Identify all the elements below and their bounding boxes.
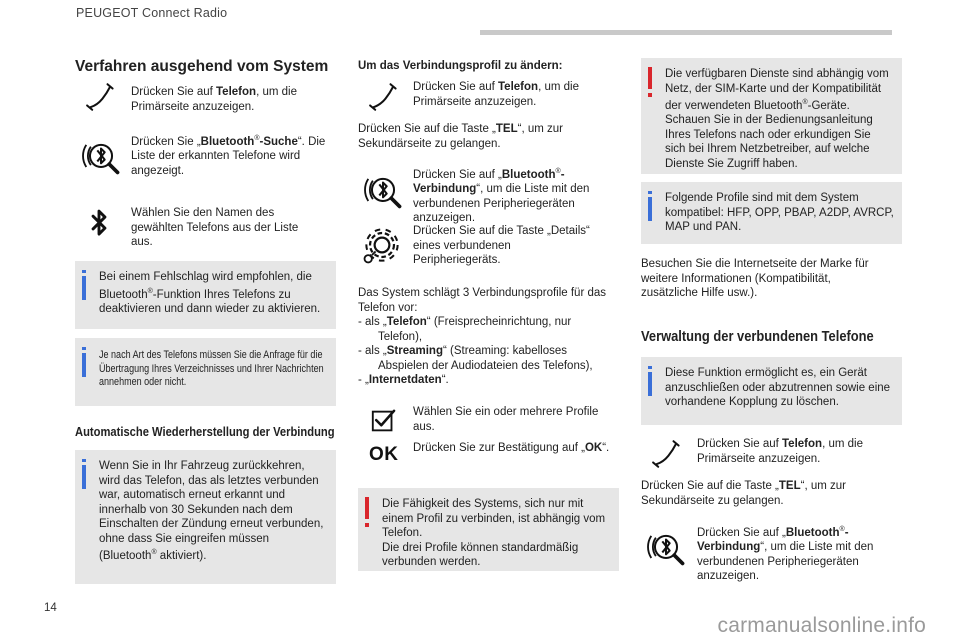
warning-marker-icon: [365, 497, 369, 527]
list-item: - „Internetdaten“.: [358, 374, 449, 386]
header-bar: [480, 30, 892, 35]
section-title-manage-phones: Verwaltung der verbundenen Telefone: [641, 328, 874, 345]
tip-note-auto-reconnect: Wenn Sie in Ihr Fahrzeug zurückkehren, wird das Telefon, das als letztes verbunden war, automatisch erneut erkannt und innerhalb von 30 Sekunden nach dem Einschalten der Zündung erneut verbunden, ohne dass Sie eingreifen müssen (Bluetooth® aktiviert).: [75, 450, 336, 584]
step-press-telefon: Drücken Sie auf Telefon, um die Primärseite anzuzeigen.: [413, 81, 579, 108]
section-title-system: Verfahren ausgehend vom System: [75, 58, 329, 75]
ok-icon: OK: [369, 444, 399, 465]
step-bluetooth-connection: Drücken Sie auf „Bluetooth®-Verbindung“, um die Liste mit den verbundenen Peripheriegeräten anzuzeigen.: [413, 168, 590, 225]
section-title-change-profile: Um das Verbindungsprofil zu ändern:: [358, 60, 563, 72]
tip-note-transfer: Je nach Art des Telefons müssen Sie die Anfrage für die Übertragung Ihres Verzeichnisses und Ihrer Nachrichten annehmen oder nicht.: [75, 338, 336, 406]
tip-marker-icon: [82, 347, 86, 377]
tip-marker-icon: [648, 191, 652, 221]
profile-list: - als „Telefon“ (Freisprecheinrichtung, nur Telefon), - als „Streaming“ (Streaming: kabelloses Abspielen der Audiodateien des Telefons), - „Internetdaten“.: [358, 315, 618, 388]
tip-marker-icon: [82, 459, 86, 489]
bluetooth-icon: [82, 206, 116, 240]
step-select-profiles: Wählen Sie ein oder mehrere Profile aus.: [413, 406, 599, 433]
paragraph-press-tel: Drücken Sie auf die Taste „TEL“, um zur Sekundärseite zu gelangen.: [641, 480, 846, 507]
step-confirm-ok: Drücken Sie zur Bestätigung auf „OK“.: [413, 442, 610, 454]
bluetooth-connection-icon: [360, 166, 406, 212]
list-item: - als „Telefon“ (Freisprecheinrichtung, nur: [358, 316, 572, 328]
warning-note-services: Die verfügbaren Dienste sind abhängig vom Netz, der SIM-Karte und der Kompatibilität der verwendeten Bluetooth®-Geräte. Schauen Sie in der Bedienungsanleitung Ihres Telefons nach oder erkundigen Sie sich bei Ihrem Netzbetreiber, auf welche Dienste Sie Zugriff haben.: [641, 58, 902, 174]
paragraph-website: Besuchen Sie die Internetseite der Marke für weitere Informationen (Kompatibilität, zusätzliche Hilfe usw.).: [641, 258, 869, 299]
gear-details-icon: [359, 222, 405, 268]
tip-note-profiles-compatible: Folgende Profile sind mit dem System kompatibel: HFP, OPP, PBAP, A2DP, AVRCP, MAP und PAN.: [641, 182, 902, 244]
tip-marker-icon: [82, 270, 86, 300]
phone-icon: [365, 80, 399, 114]
list-item: - als „Streaming“ (Streaming: kabelloses: [358, 345, 567, 357]
section-title-auto-reconnect: Automatische Wiederherstellung der Verbindung: [75, 424, 335, 439]
step-bluetooth-search: Drücken Sie „Bluetooth®-Suche“. Die Liste der erkannten Telefone wird angezeigt.: [131, 135, 326, 177]
step-press-telefon: Drücken Sie auf Telefon, um die Primärseite anzuzeigen.: [131, 86, 297, 113]
step-select-phone: Wählen Sie den Namen des gewählten Telefons aus der Liste aus.: [131, 207, 299, 248]
tip-note-manage: Diese Funktion ermöglicht es, ein Gerät anzuschließen oder abzutrennen sowie eine vorhandene Kopplung zu löschen.: [641, 357, 902, 425]
checkbox-check-icon: [366, 404, 400, 438]
watermark: carmanualsonline.info: [717, 614, 926, 637]
phone-icon: [648, 437, 682, 471]
step-bluetooth-connection: Drücken Sie auf „Bluetooth®-Verbindung“, um die Liste mit den verbundenen Peripheriegeräten anzuzeigen.: [697, 526, 874, 583]
phone-icon: [82, 80, 116, 114]
warning-note-profiles: Die Fähigkeit des Systems, sich nur mit einem Profil zu verbinden, ist abhängig vom Telefon. Die drei Profile können standardmäßig verbunden werden.: [358, 488, 619, 571]
header-title: PEUGEOT Connect Radio: [76, 6, 228, 20]
paragraph-profiles-intro: Das System schlägt 3 Verbindungsprofile für das Telefon vor:: [358, 287, 607, 314]
step-press-telefon: Drücken Sie auf Telefon, um die Primärseite anzuzeigen.: [697, 438, 863, 465]
tip-marker-icon: [648, 366, 652, 396]
page-number: 14: [44, 602, 57, 614]
tip-note-reactivate: Bei einem Fehlschlag wird empfohlen, die Bluetooth®-Funktion Ihres Telefons zu deaktivieren und dann wieder zu aktivieren.: [75, 261, 336, 329]
bluetooth-connection-icon: [643, 523, 689, 569]
paragraph-press-tel: Drücken Sie auf die Taste „TEL“, um zur Sekundärseite zu gelangen.: [358, 123, 563, 150]
warning-marker-icon: [648, 67, 652, 97]
step-press-details: Drücken Sie auf die Taste „Details“ eines verbundenen Peripheriegeräts.: [413, 225, 590, 266]
bluetooth-search-icon: [78, 132, 124, 178]
